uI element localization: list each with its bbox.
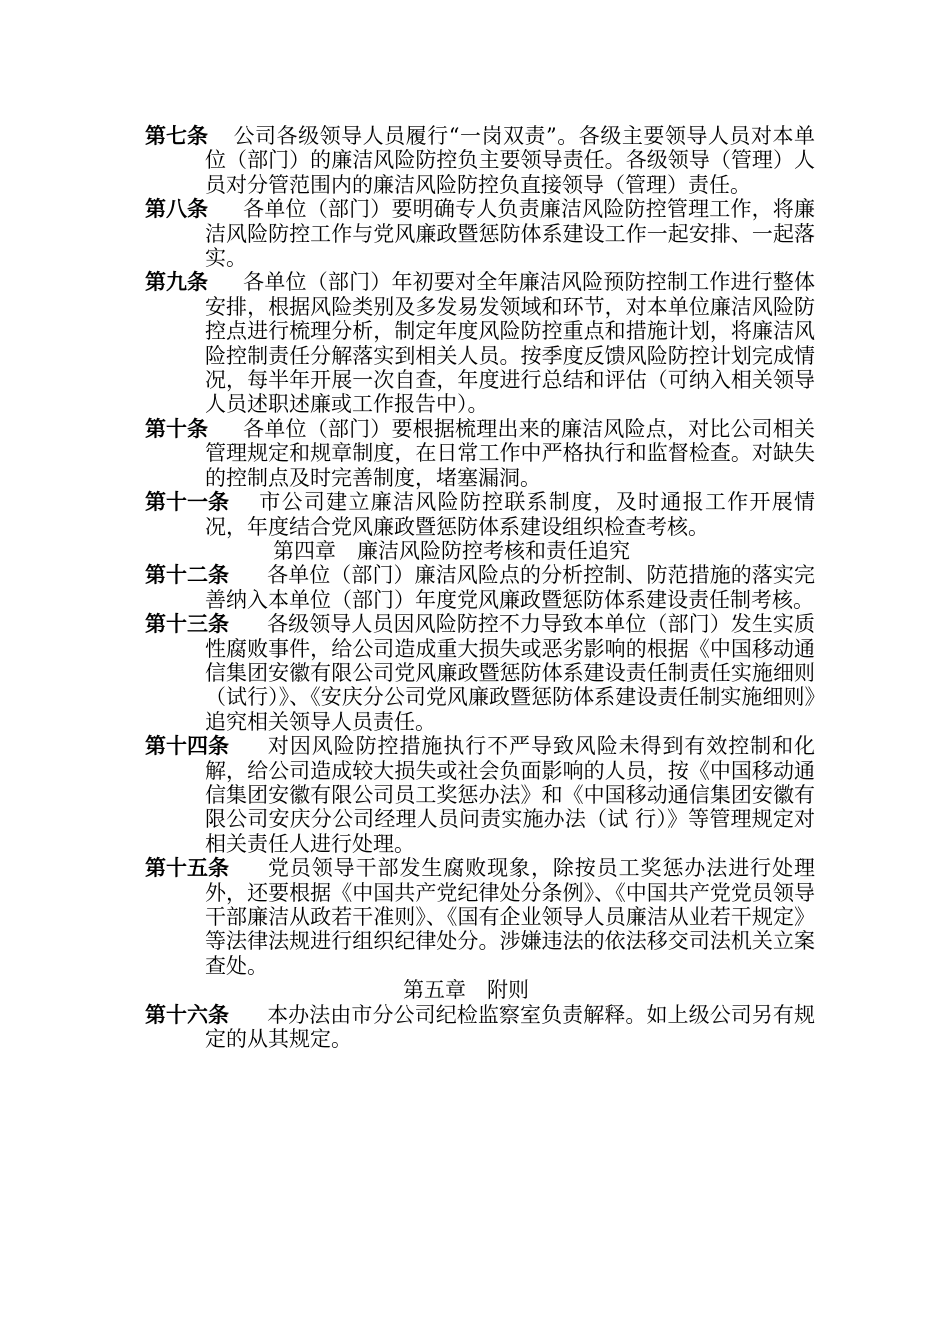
- article-text: 市公司建立廉洁风险防控联系制度，及时通报工作开展情况，年度结合党风廉政暨惩防体系建设组织检查考核。: [205, 490, 815, 539]
- article-label: 第十五条: [145, 856, 229, 881]
- article-13: [145, 612, 815, 734]
- document-body: [145, 124, 815, 1051]
- article-text: 党员领导干部发生腐败现象，除按员工奖惩办法进行处理外，还要根据《中国共产党纪律处分条例》、《中国共产党党员领导干部廉洁从政若干准则》、《国有企业领导人员廉洁从业若干规定》等法律法规进行组织纪律处分。涉嫌违法的依法移交司法机关立案查处。: [205, 856, 815, 978]
- chapter-heading: 第四章 廉洁风险防控考核和责任追究: [273, 538, 630, 563]
- article-text: 各单位（部门）要根据梳理出来的廉洁风险点，对比公司相关管理规定和规章制度，在日常工作中严格执行和监督检查。对缺失的控制点及时完善制度，堵塞漏洞。: [205, 416, 815, 490]
- article-9: [145, 270, 815, 416]
- article-label: 第十六条: [145, 1002, 229, 1027]
- article-15: [145, 856, 815, 978]
- article-11: [145, 490, 815, 539]
- article-text: 各单位（部门）要明确专人负责廉洁风险防控管理工作，将廉洁风险防控工作与党风廉政暨惩防体系建设工作一起安排、一起落实。: [205, 197, 815, 271]
- article-label: 第九条: [145, 270, 208, 295]
- article-10: [145, 417, 815, 490]
- article-label: 第十三条: [145, 612, 229, 637]
- article-12: [145, 563, 815, 612]
- chapter-heading: 第五章 附则: [403, 978, 529, 1003]
- article-text: 各单位（部门）年初要对全年廉洁风险预防控制工作进行整体安排，根据风险类别及多发易发领域和环节，对本单位廉洁风险防控点进行梳理分析，制定年度风险防控重点和措施计划，将廉洁风险控制责任分解落实到相关人员。按季度反馈风险防控计划完成情况，每半年开展一次自查，年度进行总结和评估（可纳入相关领导人员述职述廉或工作报告中）。: [205, 270, 815, 417]
- article-14: [145, 734, 815, 856]
- article-label: 第十二条: [145, 563, 229, 588]
- article-text: 各单位（部门）廉洁风险点的分析控制、防范措施的落实完善纳入本单位（部门）年度党风廉政暨惩防体系建设责任制考核。: [205, 563, 815, 612]
- article-text: 本办法由市分公司纪检监察室负责解释。如上级公司另有规定的从其规定。: [205, 1002, 815, 1052]
- article-7: [145, 124, 815, 197]
- article-16: [145, 1003, 815, 1052]
- article-label: 第十四条: [145, 734, 229, 759]
- article-label: 第十一条: [145, 490, 229, 515]
- article-text: 对因风险防控措施执行不严导致风险未得到有效控制和化解，给公司造成较大损失或社会负面影响的人员，按《中国移动通信集团安徽有限公司员工奖惩办法》和《中国移动通信集团安徽有限公司安庆分公司经理人员问责实施办法（试 行）》等管理规定对相关责任人进行处理。: [205, 734, 815, 856]
- article-label: 第七条: [145, 124, 208, 148]
- article-label: 第十条: [145, 416, 208, 441]
- article-text: 公司各级领导人员履行“一岗双责”。各级主要领导人员对本单位（部门）的廉洁风险防控负主要领导责任。各级领导（管理）人员对分管范围内的廉洁风险防控负直接领导（管理）责任。: [205, 124, 815, 197]
- article-label: 第八条: [145, 197, 208, 222]
- article-8: [145, 197, 815, 270]
- article-text: 各级领导人员因风险防控不力导致本单位（部门）发生实质性腐败事件，给公司造成重大损失或恶劣影响的根据《中国移动通信集团安徽有限公司党风廉政暨惩防体系建设责任制责任实施细则（试行）》、《安庆分公司党风廉政暨惩防体系建设责任制实施细则》追究相关领导人员责任。: [205, 612, 815, 734]
